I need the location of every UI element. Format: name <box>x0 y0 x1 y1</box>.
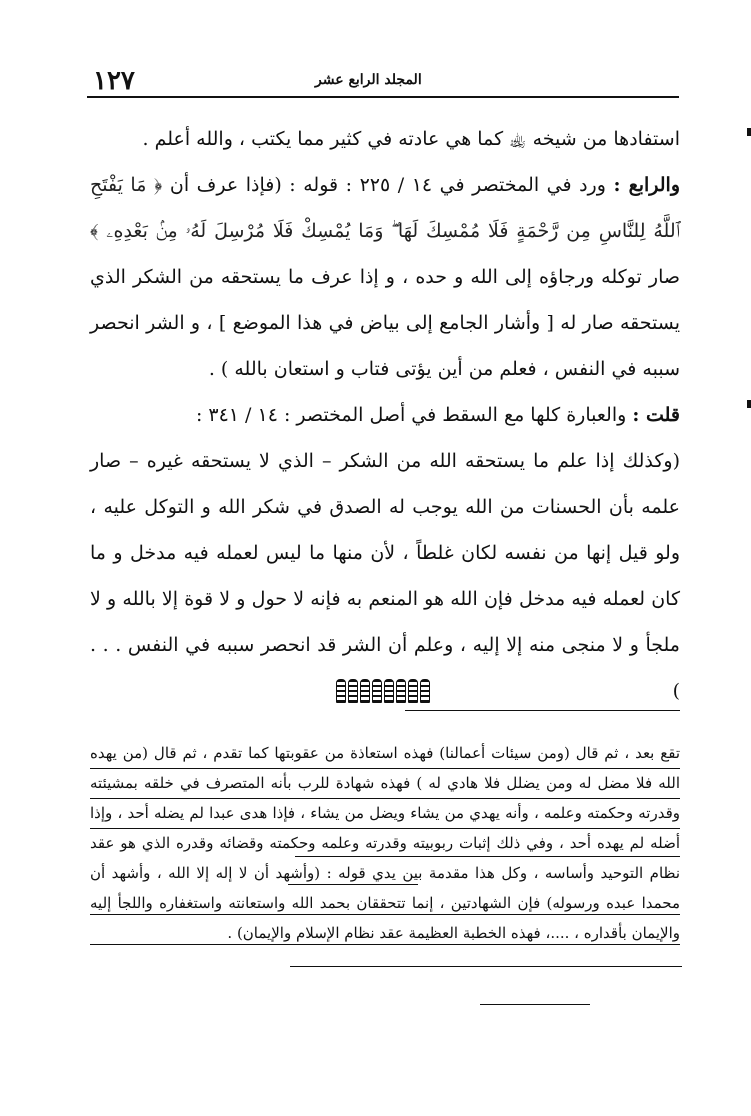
underline-mark <box>480 1004 590 1005</box>
paragraph-3 <box>90 392 680 438</box>
paragraph-1: استفادها من شيخه ﵀ كما هي عادته في كثير مما يكتب ، والله أعلم . <box>142 128 680 150</box>
section-ornament <box>336 679 430 705</box>
running-title: المجلد الرابع عشر <box>315 72 422 88</box>
footnote <box>90 738 680 948</box>
underline-mark <box>90 944 680 945</box>
paragraph-2-intro: ورد في المختصر في ١٤ / ٢٢٥ : قوله : (فإذا عرف أن <box>169 174 606 196</box>
ornament-glyph <box>372 679 382 703</box>
section-label-qultu: قلت : <box>632 404 680 426</box>
page-number: ١٢٧ <box>93 66 135 96</box>
margin-mark <box>747 128 751 136</box>
underline-mark <box>288 884 418 885</box>
ornament-glyph <box>408 679 418 703</box>
paragraph-4: (وكذلك إذا علم ما يستحقه الله من الشكر – الذي لا يستحقه غيره – صار علمه بأن الحسنات من الله يوجب له الصدق في شكر الله و التوكل عليه ، ولو قيل إنها من نفسه لكان غلطاً ، لأن منها ما ليس لعمله فيه مدخل و ما كان لعمله فيه مدخل فإن الله هو المنعم به فإنه لا حول و لا قوة إلا بالله و لا ملجأ و لا منجى منه إلا إليه ، وعلم أن الشر قد انحصر سببه في النفس . . . ) <box>90 450 680 702</box>
section-label-fourth: والرابع : <box>613 174 680 196</box>
paragraph-2 <box>90 162 680 392</box>
ornament-glyph <box>396 679 406 703</box>
footnote-divider <box>405 710 680 711</box>
underline-mark <box>90 768 680 769</box>
underline-mark <box>90 798 680 799</box>
paragraph-2-rest: صار توكله ورجاؤه إلى الله و حده ، و إذا عرف ما يستحقه من الشكر الذي يستحقه صار له [ وأشار الجامع إلى بياض في هذا الموضع ] ، و الشر انحصر سببه في النفس ، فعلم من أين يؤتى فتاب و استعان بالله ) . <box>90 266 680 380</box>
ornament-glyph <box>336 679 346 703</box>
ornament-glyph <box>420 679 430 703</box>
underline-mark <box>90 828 680 829</box>
ornament-glyph <box>360 679 370 703</box>
underline-mark <box>295 856 680 857</box>
underline-mark <box>290 966 682 967</box>
paragraph-3-text: والعبارة كلها مع السقط في أصل المختصر : ١٤ / ٣٤١ : <box>195 404 627 426</box>
footnote-text: تقع بعد ، ثم قال (ومن سيئات أعمالنا) فهذه استعاذة من عقوبتها كما تقدم ، ثم قال (من يهده الله فلا مضل له ومن يضلل فلا هادي له ) فهذه شهادة للرب بأنه المتصرف في خلقه بمشيئته وقدرته وحكمته وعلمه ، وأنه يهدي من يشاء ويضل من يشاء ، فإذا هدى عبدا لم يضله أحد ، وإذا أضله لم يهده أحد ، وفي ذلك إثبات ربوبيته وقدرته وعلمه وحكمته وقضائه وقدره الذي هو عقد نظام التوحيد وأساسه ، وكل هذا مقدمة بين يدي قوله : (وأشهد أن لا إله إلا الله ، وأشهد أن محمدا عبده ورسوله) فإن الشهادتين ، إنما تتحققان بحمد الله واستعانته واستغفاره واللجأ إليه والإيمان بأقداره ، ....، فهذه الخطبة العظيمة عقد نظام الإسلام والإيمان) . <box>90 744 680 942</box>
main-text <box>90 116 680 714</box>
ornament-glyph <box>348 679 358 703</box>
page-header <box>87 62 679 98</box>
underline-mark <box>90 914 680 915</box>
margin-mark <box>747 400 751 408</box>
ornament-glyph <box>384 679 394 703</box>
quran-verse: ﴿ مَا يَفْتَحِ ٱللَّهُ لِلنَّاسِ مِن رَّحْمَةٍ فَلَا مُمْسِكَ لَهَا ۖ وَمَا يُمْسِكْ فَلَا مُرْسِلَ لَهُۥ مِنۢ بَعْدِهِۦ ﴾ <box>90 174 680 242</box>
